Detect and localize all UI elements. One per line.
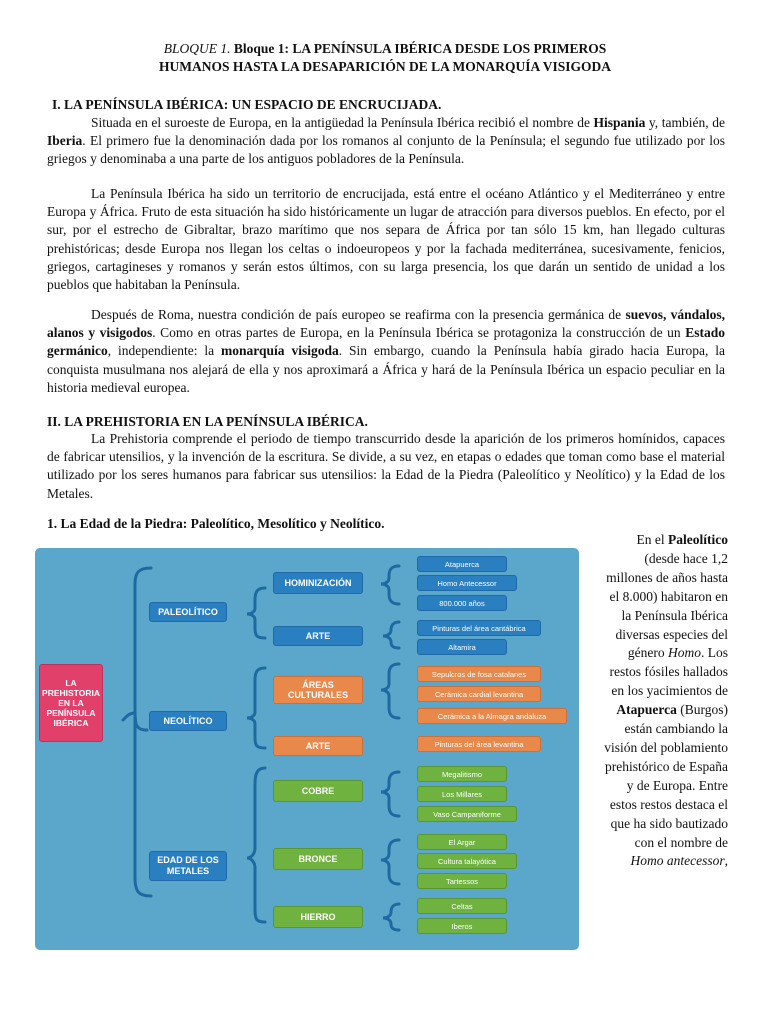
prehistory-concept-map bbox=[35, 548, 579, 950]
text-run: . El primero fue la denominación dada por los romanos al conjunto de la Península; el segundo fue utilizado por los griegos y denominaba a una parte de los antiguos pobladores de la Península. bbox=[47, 133, 725, 167]
title-line-1 bbox=[60, 40, 710, 58]
text-run: y, también, de bbox=[645, 115, 725, 130]
section-1-paragraph-3 bbox=[47, 306, 725, 397]
node-edad-metales: EDAD DE LOS METALES bbox=[149, 851, 227, 881]
bold-pueblos-germanicos: suevos, vándalos, alanos y visigodos bbox=[47, 307, 725, 341]
node-arte-neolitico: ARTE bbox=[273, 736, 363, 756]
text-run: , bbox=[724, 853, 728, 869]
node-arte-paleolitico: ARTE bbox=[273, 626, 363, 646]
bold-hispania: Hispania bbox=[593, 115, 646, 130]
node-hierro: HIERRO bbox=[273, 906, 363, 928]
text-run: . Como en otras partes de Europa, en la Península Ibérica se protagoniza la construcción de un bbox=[152, 325, 686, 341]
text-run: . Los restos fósiles hallados en los yacimientos de bbox=[609, 645, 728, 699]
text-run: , independiente: la bbox=[107, 343, 222, 359]
text-run: (desde hace 1,2 millones de años hasta el 8.000) habitaron en la Península Ibérica diversas especies del género bbox=[606, 550, 728, 661]
text-run: (Burgos) están cambiando la visión del poblamiento prehistórico de España y de Europa. Entre estos restos destaca el que ha sido bautizado con el nombre de bbox=[604, 702, 728, 850]
italic-homo-antecessor: Homo antecessor bbox=[630, 853, 725, 869]
leaf-iberos: Iberos bbox=[417, 918, 507, 934]
node-paleolitico: PALEOLÍTICO bbox=[149, 602, 227, 622]
node-cobre: COBRE bbox=[273, 780, 363, 802]
leaf-pinturas-levantina: Pinturas del área levantina bbox=[417, 736, 541, 752]
bold-estado-germanico: Estado germánico bbox=[47, 325, 726, 359]
leaf-altamira: Altamira bbox=[417, 639, 507, 655]
leaf-megalitismo: Megalitismo bbox=[417, 766, 507, 782]
text-run: En el bbox=[636, 532, 669, 547]
leaf-los-millares: Los Millares bbox=[417, 786, 507, 802]
title-line-2: HUMANOS HASTA LA DESAPARICIÓN DE LA MONARQUÍA VISIGODA bbox=[159, 59, 611, 74]
leaf-vaso-campaniforme: Vaso Campaniforme bbox=[417, 806, 517, 822]
leaf-800000-anos: 800.000 años bbox=[417, 595, 507, 611]
node-neolitico: NEOLÍTICO bbox=[149, 711, 227, 731]
sidebar-paleolitico-text bbox=[600, 531, 728, 871]
section-2-heading: II. LA PREHISTORIA EN LA PENÍNSULA IBÉRICA. bbox=[47, 414, 368, 429]
bold-paleolitico: Paleolítico bbox=[668, 532, 728, 547]
leaf-pinturas-cantabrica: Pinturas del área cantábrica bbox=[417, 620, 541, 636]
node-areas-culturales: ÁREAS CULTURALES bbox=[273, 676, 363, 704]
leaf-el-argar: El Argar bbox=[417, 834, 507, 850]
section-2-subheading: 1. La Edad de la Piedra: Paleolítico, Mesolítico y Neolítico. bbox=[47, 516, 385, 531]
text-run: . Sin embargo, cuando la Península había girado hacia Europa, la conquista musulmana nos alejará de ella y nos aproximará a África y hará de la Península Ibérica un espacio peculiar en la historia medieval europea. bbox=[47, 343, 725, 395]
leaf-celtas: Celtas bbox=[417, 898, 507, 914]
leaf-ceramica-almagra: Cerámica a la Almagra andaluza bbox=[417, 708, 567, 724]
document-title bbox=[60, 40, 710, 76]
bold-monarquia-visigoda: monarquía visigoda bbox=[221, 343, 339, 359]
bold-iberia: Iberia bbox=[47, 133, 83, 149]
leaf-sepulcros-fosa: Sepulcros de fosa catalanes bbox=[417, 666, 541, 682]
leaf-cultura-talayotica: Cultura talayótica bbox=[417, 853, 517, 869]
section-1-heading: I. LA PENÍNSULA IBÉRICA: UN ESPACIO DE ENCRUCIJADA. bbox=[52, 97, 442, 112]
text-run: Después de Roma, nuestra condición de país europeo se reafirma con la presencia germánica de bbox=[91, 307, 626, 322]
bold-atapuerca: Atapuerca bbox=[616, 702, 677, 718]
section-2-paragraph-1: La Prehistoria comprende el periodo de tiempo transcurrido desde la aparición de los primeros homínidos, capaces de fabricar utensilios, y la invención de la escritura. Se divide, a su vez, en etapas o edades que toman como base el material utilizado por los seres humanos para fabricar sus utensilios: la Edad de la Piedra (Paleolítico y Neolítico) y la Edad de los Metales. bbox=[47, 431, 725, 501]
text-run: Situada en el suroeste de Europa, en la antigüedad la Península Ibérica recibió el nombre de bbox=[91, 115, 594, 130]
italic-homo: Homo bbox=[668, 645, 701, 661]
title-line-1-rest: Bloque 1: LA PENÍNSULA IBÉRICA DESDE LOS PRIMEROS bbox=[230, 41, 607, 56]
root-node-prehistoria: LA PREHISTORIA EN LA PENÍNSULA IBÉRICA bbox=[39, 664, 103, 742]
node-bronce: BRONCE bbox=[273, 848, 363, 870]
leaf-tartessos: Tartessos bbox=[417, 873, 507, 889]
title-bloque: BLOQUE 1. bbox=[163, 41, 231, 56]
section-1-paragraph-1 bbox=[47, 114, 725, 169]
section-1-paragraph-2: La Península Ibérica ha sido un territorio de encrucijada, está entre el océano Atlántico y el Mediterráneo y entre Europa y África. Fruto de esta situación ha sido históricamente un lugar de atracción para diversos pueblos. En efecto, por el sur, por el estrecho de Gibraltar, brazo marítimo que nos separa de África por tan sólo 15 km, han llegado culturas prehistóricas; desde Europa nos llegan los celtas o indoeuropeos y por la fachada mediterránea, sucesivamente, fenicios, griegos, cartagineses y romanos y serán estos últimos, con su larga presencia, los que darán un sentido de unidad a los pueblos que habitaban la Península. bbox=[47, 186, 725, 293]
node-hominizacion: HOMINIZACIÓN bbox=[273, 572, 363, 594]
leaf-atapuerca: Atapuerca bbox=[417, 556, 507, 572]
leaf-ceramica-cardial: Cerámica cardial levantina bbox=[417, 686, 541, 702]
leaf-homo-antecessor: Homo Antecessor bbox=[417, 575, 517, 591]
